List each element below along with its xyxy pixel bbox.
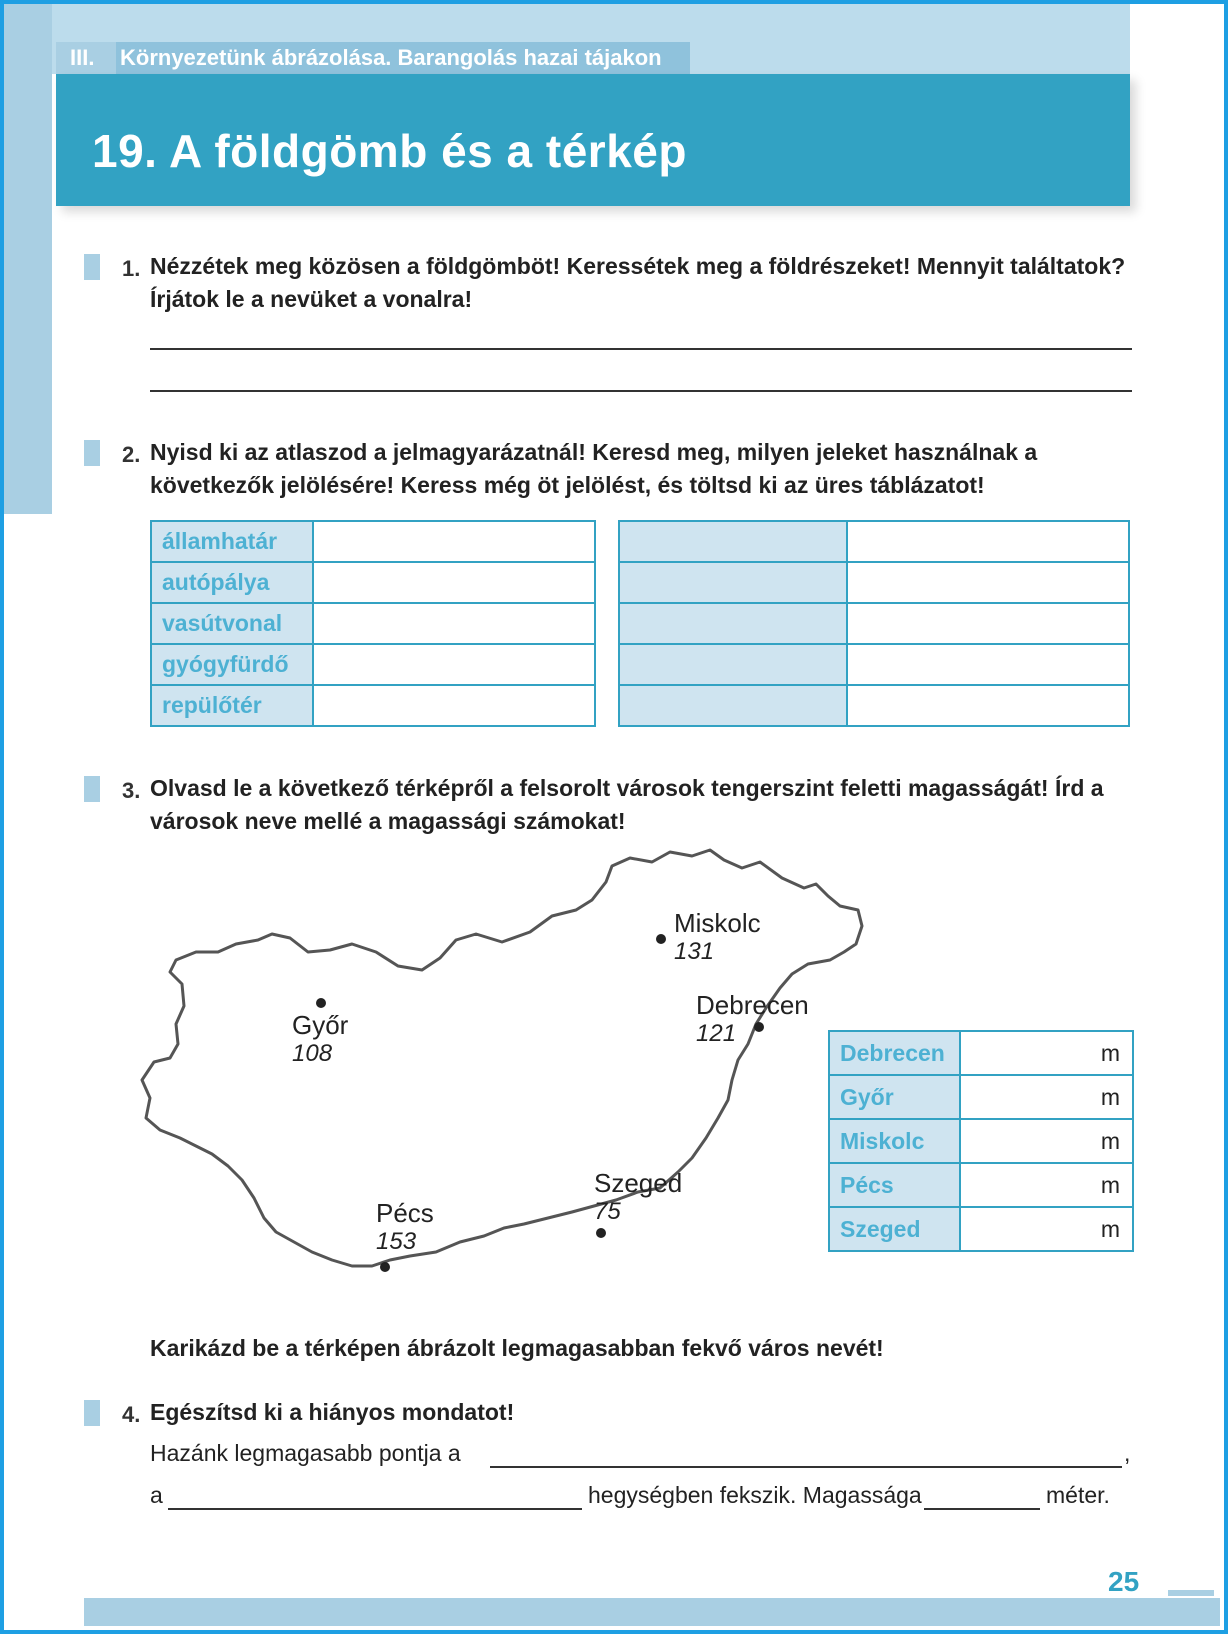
- left-decor-band: [4, 4, 52, 514]
- blank-height[interactable]: [924, 1508, 1040, 1510]
- hungary-outline: [140, 848, 900, 1318]
- city-label-debrecen: Debrecen: [696, 990, 809, 1020]
- altitude-table: [828, 1030, 1134, 1252]
- sentence-part: méter.: [1046, 1482, 1110, 1508]
- sentence-part: ,: [1124, 1440, 1131, 1466]
- section-label: [56, 42, 690, 74]
- sentence-part: a: [150, 1482, 163, 1508]
- legend-blank-symbol[interactable]: [847, 644, 1129, 685]
- city-dot-pecs: [380, 1262, 390, 1272]
- lesson-title-band: [56, 74, 1130, 206]
- altitude-city-label: Miskolc: [829, 1119, 960, 1163]
- city-dot-miskolc: [656, 934, 666, 944]
- city-altitude-debrecen: 121: [696, 1020, 737, 1047]
- city-altitude-miskolc: 131: [674, 938, 715, 965]
- sentence-part: hegységben fekszik. Magassága: [588, 1482, 922, 1508]
- lesson-title: 19. A földgömb és a térkép: [92, 125, 687, 177]
- city-dot-debrecen: [754, 1022, 764, 1032]
- legend-table-left: [150, 520, 596, 727]
- task1-number: 1.: [122, 256, 141, 281]
- city-label-pecs: Pécs: [376, 1198, 434, 1228]
- city-dot-gyor: [316, 998, 326, 1008]
- legend-symbol-cell[interactable]: [313, 644, 595, 685]
- legend-symbol-cell[interactable]: [313, 562, 595, 603]
- legend-symbol-cell[interactable]: [313, 685, 595, 726]
- city-label-miskolc: Miskolc: [674, 908, 761, 938]
- altitude-input-cell[interactable]: m: [960, 1207, 1133, 1251]
- legend-blank-symbol[interactable]: [847, 685, 1129, 726]
- page-number: 25: [1108, 1566, 1140, 1597]
- bottom-decor-band: [84, 1598, 1220, 1626]
- legend-blank-label[interactable]: [619, 644, 847, 685]
- section-title: Környezetünk ábrázolása. Barangolás hazai tájakon: [120, 45, 662, 70]
- legend-blank-symbol[interactable]: [847, 603, 1129, 644]
- legend-label: repülőtér: [151, 685, 313, 726]
- task4-title: Egészítsd ki a hiányos mondatot!: [150, 1399, 515, 1425]
- blank-highest-point[interactable]: [490, 1466, 1122, 1468]
- altitude-input-cell[interactable]: m: [960, 1031, 1133, 1075]
- altitude-city-label: Debrecen: [829, 1031, 960, 1075]
- altitude-input-cell[interactable]: m: [960, 1119, 1133, 1163]
- task3-instruction: Karikázd be a térképen ábrázolt legmagasabban fekvő város nevét!: [150, 1335, 884, 1361]
- altitude-city-label: Győr: [829, 1075, 960, 1119]
- city-altitude-gyor: 108: [292, 1040, 333, 1067]
- task-marker: [84, 776, 100, 802]
- legend-blank-label[interactable]: [619, 521, 847, 562]
- legend-label: államhatár: [151, 521, 313, 562]
- task2-text: Nyisd ki az atlaszod a jelmagyarázatnál! Keresd meg, milyen jeleket használnak a következők jelölésére! Keress még öt jelölést, és töltsd ki az üres táblázatot!: [150, 439, 1038, 498]
- city-label-gyor: Győr: [292, 1010, 349, 1040]
- city-altitude-szeged: 75: [594, 1198, 621, 1225]
- task-marker: [84, 1400, 100, 1426]
- city-dot-szeged: [596, 1228, 606, 1238]
- legend-label: vasútvonal: [151, 603, 313, 644]
- legend-symbol-cell[interactable]: [313, 603, 595, 644]
- legend-blank-symbol[interactable]: [847, 521, 1129, 562]
- task4-number: 4.: [122, 1402, 141, 1427]
- task2-number: 2.: [122, 442, 141, 467]
- hungary-map: [140, 848, 900, 1318]
- section-number: III.: [56, 42, 116, 74]
- task3-text: Olvasd le a következő térképről a felsorolt városok tengerszint feletti magasságát! Írd a városok neve mellé a magassági számokat!: [150, 775, 1104, 834]
- city-altitude-pecs: 153: [376, 1228, 417, 1255]
- blank-mountain-range[interactable]: [168, 1508, 582, 1510]
- answer-line[interactable]: [150, 348, 1132, 350]
- task-marker: [84, 254, 100, 280]
- legend-blank-label[interactable]: [619, 603, 847, 644]
- altitude-input-cell[interactable]: m: [960, 1075, 1133, 1119]
- answer-line[interactable]: [150, 390, 1132, 392]
- legend-blank-symbol[interactable]: [847, 562, 1129, 603]
- sentence-part: Hazánk legmagasabb pontja a: [150, 1440, 461, 1466]
- altitude-input-cell[interactable]: m: [960, 1163, 1133, 1207]
- legend-label: gyógyfürdő: [151, 644, 313, 685]
- legend-symbol-cell[interactable]: [313, 521, 595, 562]
- altitude-city-label: Szeged: [829, 1207, 960, 1251]
- task3-number: 3.: [122, 778, 141, 803]
- page-number-underline: [1168, 1590, 1214, 1596]
- legend-label: autópálya: [151, 562, 313, 603]
- legend-table-right: [618, 520, 1130, 727]
- legend-blank-label[interactable]: [619, 562, 847, 603]
- legend-blank-label[interactable]: [619, 685, 847, 726]
- altitude-city-label: Pécs: [829, 1163, 960, 1207]
- city-label-szeged: Szeged: [594, 1168, 683, 1198]
- task1-text: Nézzétek meg közösen a földgömböt! Keressétek meg a földrészeket! Mennyit találtatok? Írjátok le a nevüket a vonalra!: [150, 253, 1126, 312]
- task-marker: [84, 440, 100, 466]
